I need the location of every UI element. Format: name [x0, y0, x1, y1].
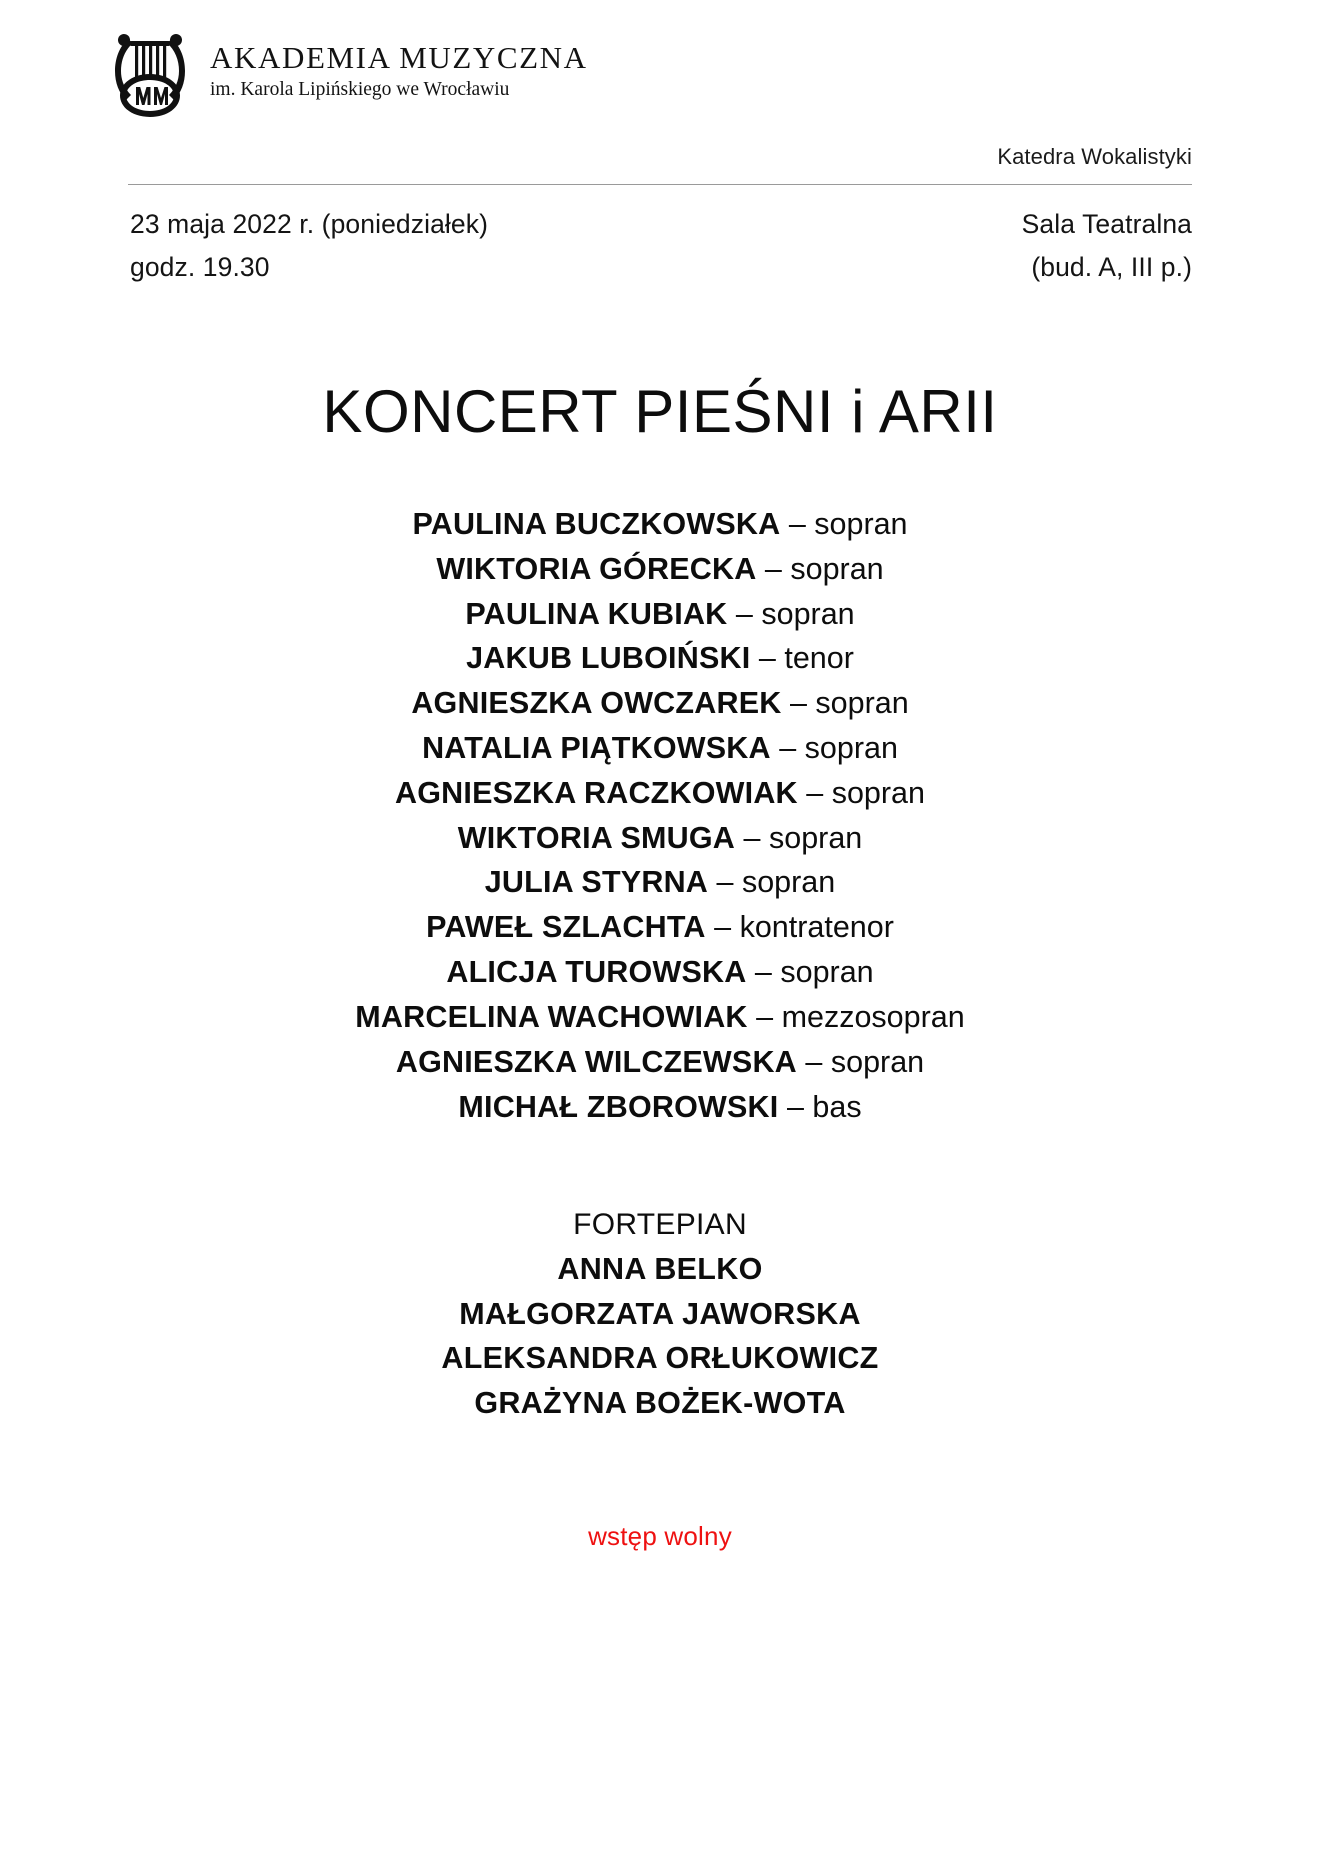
performer-row	[0, 860, 1320, 905]
performer-separator: –	[786, 1089, 804, 1124]
event-meta	[0, 185, 1320, 289]
venue-detail: (bud. A, III p.)	[1031, 251, 1192, 282]
institution-name-line1: AKADEMIA MUZYCZNA	[210, 40, 588, 76]
performer-row	[0, 726, 1320, 771]
event-datetime	[130, 203, 488, 289]
performer-row	[0, 771, 1320, 816]
pianist-name: ALEKSANDRA ORŁUKOWICZ	[441, 1341, 879, 1376]
institution-name-line2: im. Karola Lipińskiego we Wrocławiu	[210, 78, 510, 100]
admission-note: wstęp wolny	[588, 1521, 732, 1552]
performer-name: PAULINA BUCZKOWSKA	[412, 506, 781, 541]
performer-row	[0, 592, 1320, 637]
performer-separator: –	[789, 686, 807, 721]
performer-voice-type: kontratenor	[739, 910, 894, 945]
performer-voice-type: sopran	[815, 686, 909, 721]
performer-row	[0, 636, 1320, 681]
performer-separator: –	[735, 596, 753, 631]
pianist-list	[0, 1247, 1320, 1425]
performer-name: PAWEŁ SZLACHTA	[426, 910, 706, 945]
performer-row	[0, 816, 1320, 861]
performer-separator: –	[758, 641, 776, 676]
performer-row	[0, 1085, 1320, 1130]
performer-row	[0, 950, 1320, 995]
performer-name: MICHAŁ ZBOROWSKI	[458, 1089, 779, 1124]
performer-voice-type: sopran	[804, 730, 898, 765]
performer-name: AGNIESZKA WILCZEWSKA	[395, 1044, 797, 1079]
event-time: godz. 19.30	[130, 251, 270, 282]
performer-separator: –	[764, 551, 782, 586]
performer-voice-type: sopran	[830, 1044, 925, 1079]
department-label: Katedra Wokalistyki	[997, 144, 1192, 169]
performer-name: MARCELINA WACHOWIAK	[355, 999, 748, 1034]
institution-header	[0, 0, 1320, 108]
performer-name: NATALIA PIĄTKOWSKA	[422, 730, 771, 765]
performer-row	[0, 1040, 1320, 1085]
event-venue	[1022, 203, 1192, 289]
performer-separator: –	[716, 865, 734, 900]
venue-name: Sala Teatralna	[1021, 209, 1192, 239]
pianist-name: MAŁGORZATA JAWORSKA	[459, 1296, 861, 1331]
performer-row	[0, 547, 1320, 592]
performer-voice-type: sopran	[768, 820, 863, 855]
performer-name: JULIA STYRNA	[484, 865, 709, 900]
performer-separator: –	[779, 730, 797, 765]
performer-name: PAULINA KUBIAK	[465, 596, 728, 631]
performer-separator: –	[743, 820, 761, 855]
piano-section	[0, 1203, 1320, 1425]
performer-separator: –	[756, 999, 774, 1034]
piano-label: FORTEPIAN	[573, 1208, 747, 1242]
performer-name: AGNIESZKA OWCZAREK	[411, 686, 782, 721]
performer-name: WIKTORIA SMUGA	[457, 820, 736, 855]
performer-voice-type: bas	[812, 1089, 862, 1124]
performer-list	[0, 502, 1320, 1130]
performer-voice-type: tenor	[784, 641, 854, 676]
performer-separator: –	[754, 955, 772, 990]
department-row	[0, 108, 1320, 170]
performer-voice-type: sopran	[831, 775, 925, 810]
performer-voice-type: sopran	[814, 506, 908, 541]
performer-name: AGNIESZKA RACZKOWIAK	[395, 775, 798, 810]
performer-separator: –	[714, 910, 732, 945]
performer-row	[0, 905, 1320, 950]
pianist-name: ANNA BELKO	[557, 1252, 763, 1287]
pianist-name: GRAŻYNA BOŻEK-WOTA	[474, 1385, 846, 1420]
performer-row	[0, 995, 1320, 1040]
performer-name: JAKUB LUBOIŃSKI	[466, 641, 751, 676]
institution-name	[210, 41, 588, 101]
footer	[0, 1521, 1320, 1552]
event-date: 23 maja 2022 r. (poniedziałek)	[130, 209, 489, 239]
lyre-am-monogram-logo-icon	[108, 25, 192, 117]
performer-separator: –	[806, 775, 824, 810]
performer-row	[0, 502, 1320, 547]
performer-row	[0, 681, 1320, 726]
page-title: KONCERT PIEŚNI i ARII	[322, 377, 998, 445]
performer-name: WIKTORIA GÓRECKA	[436, 551, 757, 586]
performer-separator: –	[805, 1044, 823, 1079]
performer-voice-type: sopran	[741, 865, 836, 900]
performer-voice-type: sopran	[780, 955, 874, 990]
performer-separator: –	[788, 506, 806, 541]
performer-voice-type: sopran	[761, 596, 855, 631]
performer-name: ALICJA TUROWSKA	[446, 955, 747, 990]
performer-voice-type: sopran	[790, 551, 884, 586]
performer-voice-type: mezzosopran	[781, 999, 965, 1034]
